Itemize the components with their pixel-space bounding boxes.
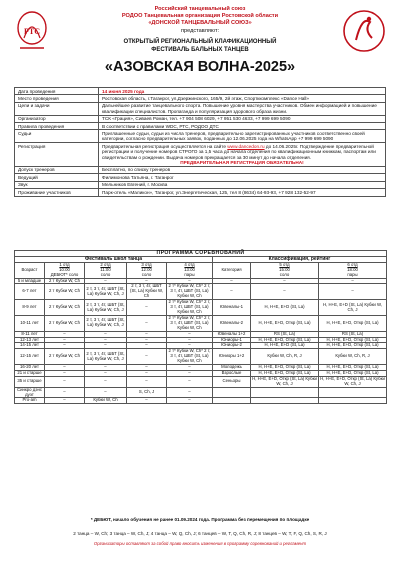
info-row xyxy=(15,123,386,130)
schedule-age-cell: 12-13 лет xyxy=(15,337,45,343)
info-key: Регистрация xyxy=(15,143,99,167)
schedule-cell: Н, Н+Е, Е+D (St, La) Кубки W, Ch, J xyxy=(319,300,387,316)
session-time: 15:00 xyxy=(279,266,290,272)
schedule-category-cell xyxy=(213,387,251,398)
schedule-cell: – xyxy=(127,349,167,365)
schedule-cell: Кубки W, Ch, R, J xyxy=(251,349,319,365)
page-title: «АЗОВСКАЯ ВОЛНА-2025» xyxy=(104,59,296,75)
schedule-cell: – xyxy=(167,331,213,337)
schedule-cell: Н, Н+Е, Е+D, Откр (St, La) xyxy=(319,370,387,376)
info-key: Место проведения xyxy=(15,95,99,102)
session-note: ДЕБЮТ* соло xyxy=(50,271,79,277)
info-key: Судьи xyxy=(15,130,99,143)
schedule-cell: – xyxy=(167,365,213,371)
registration-text: Предварительная регистрация осуществляется на сайте xyxy=(102,143,228,149)
schedule-age-cell: 10-11 лет xyxy=(15,315,45,331)
schedule-cell: Н, Н+Е, Е+D, Откр (St, La) xyxy=(319,365,387,371)
info-value: Приглашенные судьи, судьи из числа тренеров, предварительно зарегистрированных участников соответственно своей категории, согласно предварительных заявок, поданных до 12.06.2025 года на WhatsApp +7 999 699 5090 xyxy=(99,130,386,143)
schedule-cell: – xyxy=(127,315,167,331)
header-union: Российский танцевальный союз xyxy=(154,6,246,12)
schedule-cell xyxy=(319,398,387,404)
schedule-cell: Н, Н+Е, Е+D, Откр (St, La) xyxy=(251,370,319,376)
schedule-row xyxy=(15,284,387,300)
schedule-category-cell: – xyxy=(213,284,251,300)
header-org: РОДОО Танцевальная организация Ростовской области xyxy=(121,13,279,19)
schedule-cell: – xyxy=(45,398,85,404)
session-note: пары xyxy=(347,271,358,277)
info-row xyxy=(15,181,386,188)
schedule-cell: Н, Н+Е, Е+D, Откр (St, La) xyxy=(251,337,319,343)
schedule-category-cell: Ювеналы-2 xyxy=(213,315,251,331)
schedule-cell: Кубки W, Ch, R, J xyxy=(319,349,387,365)
header-presents: представляют: xyxy=(180,28,220,34)
schedule-cell: – xyxy=(85,343,127,349)
info-key: Правила проведения xyxy=(15,123,99,130)
schedule-category-cell: Юниоры-1 xyxy=(213,337,251,343)
schedule-cell: Н, Н+Е, Е+D, Откр (St, La) Кубки W, Ch, J xyxy=(320,375,385,386)
session-time: 11:00 xyxy=(100,266,111,272)
header xyxy=(0,4,400,88)
schedule-cell: Н, Н+Е, Е+D (St, La) xyxy=(251,343,319,349)
schedule-cell: – xyxy=(127,370,167,376)
schedule-cell: – xyxy=(85,365,127,371)
schedule-cell: – xyxy=(45,365,85,371)
schedule-cell: – xyxy=(127,365,167,371)
footer-note-disclaimer: Организаторы оставляют за собой право вносить изменения в программу соревнований и регламент xyxy=(93,541,307,546)
footer-note-dances: 2 танца – W, Ch; 3 танца – W, Ch, J; 4 танца – W, Q, Ch, J; 6 танцев – W, T, Q, Ch, R, J; 8 танцев – W, T, F, Q, Ch, S, R, J xyxy=(73,531,327,536)
info-key: Допуск тренеров xyxy=(15,166,99,173)
schedule-cell: – xyxy=(167,337,213,343)
schedule-cell: 2 т Кубки W, Ch xyxy=(45,278,85,284)
info-row xyxy=(15,143,386,167)
registration-warning: ПРЕДВАРИТЕЛЬНАЯ РЕГИСТРАЦИЯ ОБЯЗАТЕЛЬНА! xyxy=(180,159,304,165)
schedule-cell: 2 т, 3 т, 4т, ШБТ (St, La) Кубки W, Ch xyxy=(127,284,167,300)
schedule-cell xyxy=(319,387,387,398)
footer-note-debut: * ДЕБЮТ, начало обучения не ранее 01.09.2024 года. Программа без перемещения по площадке xyxy=(90,517,310,522)
schedule-cell: – xyxy=(127,278,167,284)
session-header xyxy=(319,262,387,278)
schedule-cell: – xyxy=(167,278,213,284)
schedule-cell: – xyxy=(127,376,167,387)
schedule-age-cell: Pro-am xyxy=(15,398,45,404)
schedule-cell: 2 т* Кубки W, Ch* 2 т, 3 т, 4т, ШБТ (St, La) Кубки W, Ch xyxy=(167,315,213,331)
registration-link[interactable]: www.dancedon.ru xyxy=(227,143,265,149)
header-subtitle1: ОТКРЫТЫЙ РЕГИОНАЛЬНЫЙ КЛАФИКАЦИОННЫЙ xyxy=(123,39,277,45)
info-row xyxy=(15,102,386,115)
schedule-cell: – xyxy=(127,343,167,349)
schedule-cell: – xyxy=(127,300,167,316)
schedule-cell: – xyxy=(85,376,127,387)
session-name: 2 отд xyxy=(100,261,111,267)
schedule-age-cell: 16-20 лет xyxy=(15,365,45,371)
info-value: Дальнейшее развитие танцевального спорта. Повышение уровня мастерства участников. Обмен информацией и повышение квалификации специалистов. Пропаганда и популяризация здорового образа жизни. xyxy=(99,102,386,115)
info-value: Бесплатно, по списку тренеров xyxy=(99,166,386,173)
info-row xyxy=(15,130,386,143)
session-header xyxy=(127,262,167,278)
schedule-cell: – xyxy=(167,343,213,349)
schedule-cell: – xyxy=(167,398,213,404)
schedule-cell: Н, Н+Е, Е+D, Откр (St, La) xyxy=(319,343,387,349)
schedule-cell: – xyxy=(45,370,85,376)
schedule-category-cell: Юниоры-2 xyxy=(213,343,251,349)
info-value: Мельников Евгений, г. Москва xyxy=(99,181,386,188)
schedule-cell: – xyxy=(85,387,127,398)
info-key: Проживание участников xyxy=(15,189,99,196)
schedule-row xyxy=(15,376,387,387)
schedule-cell: 2 т Кубки W, Ch xyxy=(45,315,85,331)
schedule-body xyxy=(15,278,387,404)
schedule-age-cell: Синкро дэнс дуэт xyxy=(15,387,45,398)
schedule-age-cell: 12-15 лет xyxy=(15,349,45,365)
schedule-cell: – xyxy=(167,370,213,376)
session-name: 3 отд xyxy=(141,261,152,267)
schedule-cell: Н, Н+Е, Е+D, Откр (St, La) xyxy=(251,365,319,371)
session-time: 18:00 xyxy=(347,266,358,272)
schedule-age-cell: 14-15 лет xyxy=(15,343,45,349)
schedule-cell: – xyxy=(45,331,85,337)
info-value: В соответствии с правилами WDC, РТС, РОДОО ДТС xyxy=(99,123,386,130)
schedule-category-cell: Взрослые xyxy=(213,370,251,376)
schedule-category-cell: Ювеналы 1+2 xyxy=(213,331,251,337)
col-age: Возраст xyxy=(15,262,45,278)
schedule-cell: Н, Н+Е, Е+D, Откр (St, La) xyxy=(319,315,387,331)
schedule-cell: 2 т, 3 т, 4т, ШБТ (St, La) Кубки W, Ch, J xyxy=(85,300,127,316)
schedule-cell: Н, Н+Е, Е+D (St, La) xyxy=(251,300,319,316)
info-row xyxy=(15,174,386,181)
schedule-cell: – xyxy=(85,370,127,376)
header-union2: «ДОНСКОЙ ТАНЦЕВАЛЬНЫЙ СОЮЗ» xyxy=(148,20,252,26)
session-time: 10:00 xyxy=(59,266,70,272)
schedule-cell: Кубки W, Ch xyxy=(85,398,127,404)
schedule-cell: – xyxy=(127,331,167,337)
schedule-cell: 2 т, 3 т, 4т, ШБТ (St, La) Кубки W, Ch, J xyxy=(85,284,127,300)
schedule-cell: – xyxy=(85,331,127,337)
col-category: Категория xyxy=(213,262,251,278)
info-value: 14 июня 2025 года xyxy=(99,88,386,95)
schedule-cell: 2 т Кубки W, Ch xyxy=(45,300,85,316)
schedule-cell: – xyxy=(319,284,387,300)
info-key: Ведущий xyxy=(15,174,99,181)
schedule-age-cell: 5 и младше xyxy=(15,278,45,284)
schedule-cell: – xyxy=(167,376,213,387)
session-note: соло xyxy=(279,271,290,277)
schedule-caption: ПРОГРАММА СОРЕВНОВАНИЙ xyxy=(15,251,387,257)
schedule-age-cell: 8-11 лет xyxy=(15,331,45,337)
session-header xyxy=(167,262,213,278)
session-time: 13:00 xyxy=(184,266,195,272)
schedule-cell: Н, Н+Е, Е+D, Откр (St, La) xyxy=(319,337,387,343)
session-note: соло xyxy=(100,271,111,277)
schedule-table xyxy=(14,250,387,404)
schedule-cell: – xyxy=(319,278,387,284)
schedule-cell: – xyxy=(45,387,85,398)
schedule-cell: – xyxy=(45,376,85,387)
schedule-row xyxy=(15,300,387,316)
session-name: 4 отд xyxy=(184,261,195,267)
schedule-category-cell: Сеньоры xyxy=(213,376,251,387)
schedule-cell: – xyxy=(45,337,85,343)
info-row xyxy=(15,88,386,95)
info-key: Дата проведения xyxy=(15,88,99,95)
schedule-cell: – xyxy=(85,337,127,343)
schedule-cell: 2 т, 3 т, 4т, ШБТ (St, La) Кубки W, Ch, J xyxy=(85,315,127,331)
session-note: пары xyxy=(184,271,195,277)
schedule-cell: S, Ch, J xyxy=(127,387,167,398)
schedule-cell: – xyxy=(167,387,213,398)
schedule-cell: RS (St, La) xyxy=(319,331,387,337)
schedule-cell: Н, Н+Е, Е+D, Откр (St, La) xyxy=(251,315,319,331)
session-header xyxy=(251,262,319,278)
info-row xyxy=(15,166,386,173)
info-table xyxy=(14,87,386,197)
session-header xyxy=(85,262,127,278)
schedule-category-cell xyxy=(213,398,251,404)
schedule-age-cell: 8-9 лет xyxy=(15,300,45,316)
info-key: Цели и задачи xyxy=(15,102,99,115)
schedule-row xyxy=(15,349,387,365)
schedule-row xyxy=(15,387,387,398)
schedule-cell xyxy=(251,387,319,398)
schedule-cell: – xyxy=(251,284,319,300)
schedule-cell: Н, Н+Е, Е+D, Откр (St, La) Кубки W, Ch, J xyxy=(252,375,317,386)
schedule-cell: 2 т* Кубки W, Ch* 2 т, 3 т, 4т, ШБТ (St, La) Кубки W, Ch xyxy=(167,300,213,316)
session-header xyxy=(45,262,85,278)
session-note: соло xyxy=(141,271,152,277)
session-name: 5 отд xyxy=(279,261,290,267)
session-name: 1 отд xyxy=(59,261,70,267)
schedule-cell: – xyxy=(251,278,319,284)
schedule-row xyxy=(15,315,387,331)
sessions-header xyxy=(15,262,387,278)
schedule-cell: – xyxy=(85,278,127,284)
schedule-cell: 2 т, 3 т, 4т, ШБТ (St, La) Кубки W, Ch, J xyxy=(85,349,127,365)
schedule-cell xyxy=(251,398,319,404)
schedule-category-cell: Молодежь xyxy=(213,365,251,371)
session-time: 12:00 xyxy=(141,266,152,272)
info-row xyxy=(15,189,386,196)
info-value: ТСК «Грация», Сиваев Роман, тел. +7 904 508 6029, +7 951 530 4633, +7 999 699 5090 xyxy=(99,115,386,122)
schedule-row xyxy=(15,398,387,404)
info-row xyxy=(15,115,386,122)
info-value: Парк-отель «Маликон», Таганрог, ул.Энергетическая, 125, тел 8 (8634) 64-93-93, +7 928 132-52-97 xyxy=(99,189,386,196)
schedule-age-cell: 21 и старше xyxy=(15,370,45,376)
schedule-cell: 2 т* Кубки W, Ch* 2 т, 3 т, 4т, ШБТ (St, La) Кубки W, Ch xyxy=(167,349,213,365)
schedule-cell: RS (St, La) xyxy=(251,331,319,337)
session-name: 6 отд xyxy=(347,261,358,267)
schedule-age-cell: 35 и старше xyxy=(15,376,45,387)
group-festival: Фестиваль школ танца xyxy=(15,256,213,262)
info-key: Организатор xyxy=(15,115,99,122)
info-value: Филимонова Татьяна, г. Таганрог xyxy=(99,174,386,181)
info-value: Ростовская область, г.Таганрог, ул.Дзержинского, 165/9, 2й этаж, Спортккомплекс «Dance Hall» xyxy=(99,95,386,102)
info-row xyxy=(15,95,386,102)
schedule-cell: – xyxy=(127,398,167,404)
header-subtitle2: ФЕСТИВАЛЬ БАЛЬНЫХ ТАНЦЕВ xyxy=(151,47,249,53)
schedule-category-cell: Юниоры 1+2 xyxy=(213,349,251,365)
schedule-cell: – xyxy=(45,343,85,349)
schedule-category-cell: – xyxy=(213,278,251,284)
schedule-cell: 2 т Кубки W, Ch xyxy=(45,349,85,365)
schedule-cell: – xyxy=(127,337,167,343)
schedule-cell: 2 т* Кубки W, Ch* 2 т, 3 т, 4т, ШБТ (St, La) Кубки W, Ch xyxy=(167,284,213,300)
schedule-category-cell: Ювеналы-1 xyxy=(213,300,251,316)
group-classification: Классификация, рейтинг xyxy=(213,256,387,262)
svg-text:РТС: РТС xyxy=(23,27,41,36)
registration-text-2: до 14.06.2025г. Подтверждение предварительной регистрации и получение номеров СТРОГО за 1,5 часа до начала отделения по квалификационным книжкам, паспортам или свидетельствам о рождении. Выдача номеров прекращается за 30 минут до начала отделения. xyxy=(102,143,376,160)
schedule-age-cell: 6-7 лет xyxy=(15,284,45,300)
info-key: Звук xyxy=(15,181,99,188)
schedule-cell: 2 т Кубки W, Ch xyxy=(45,284,85,300)
info-value xyxy=(99,143,386,167)
